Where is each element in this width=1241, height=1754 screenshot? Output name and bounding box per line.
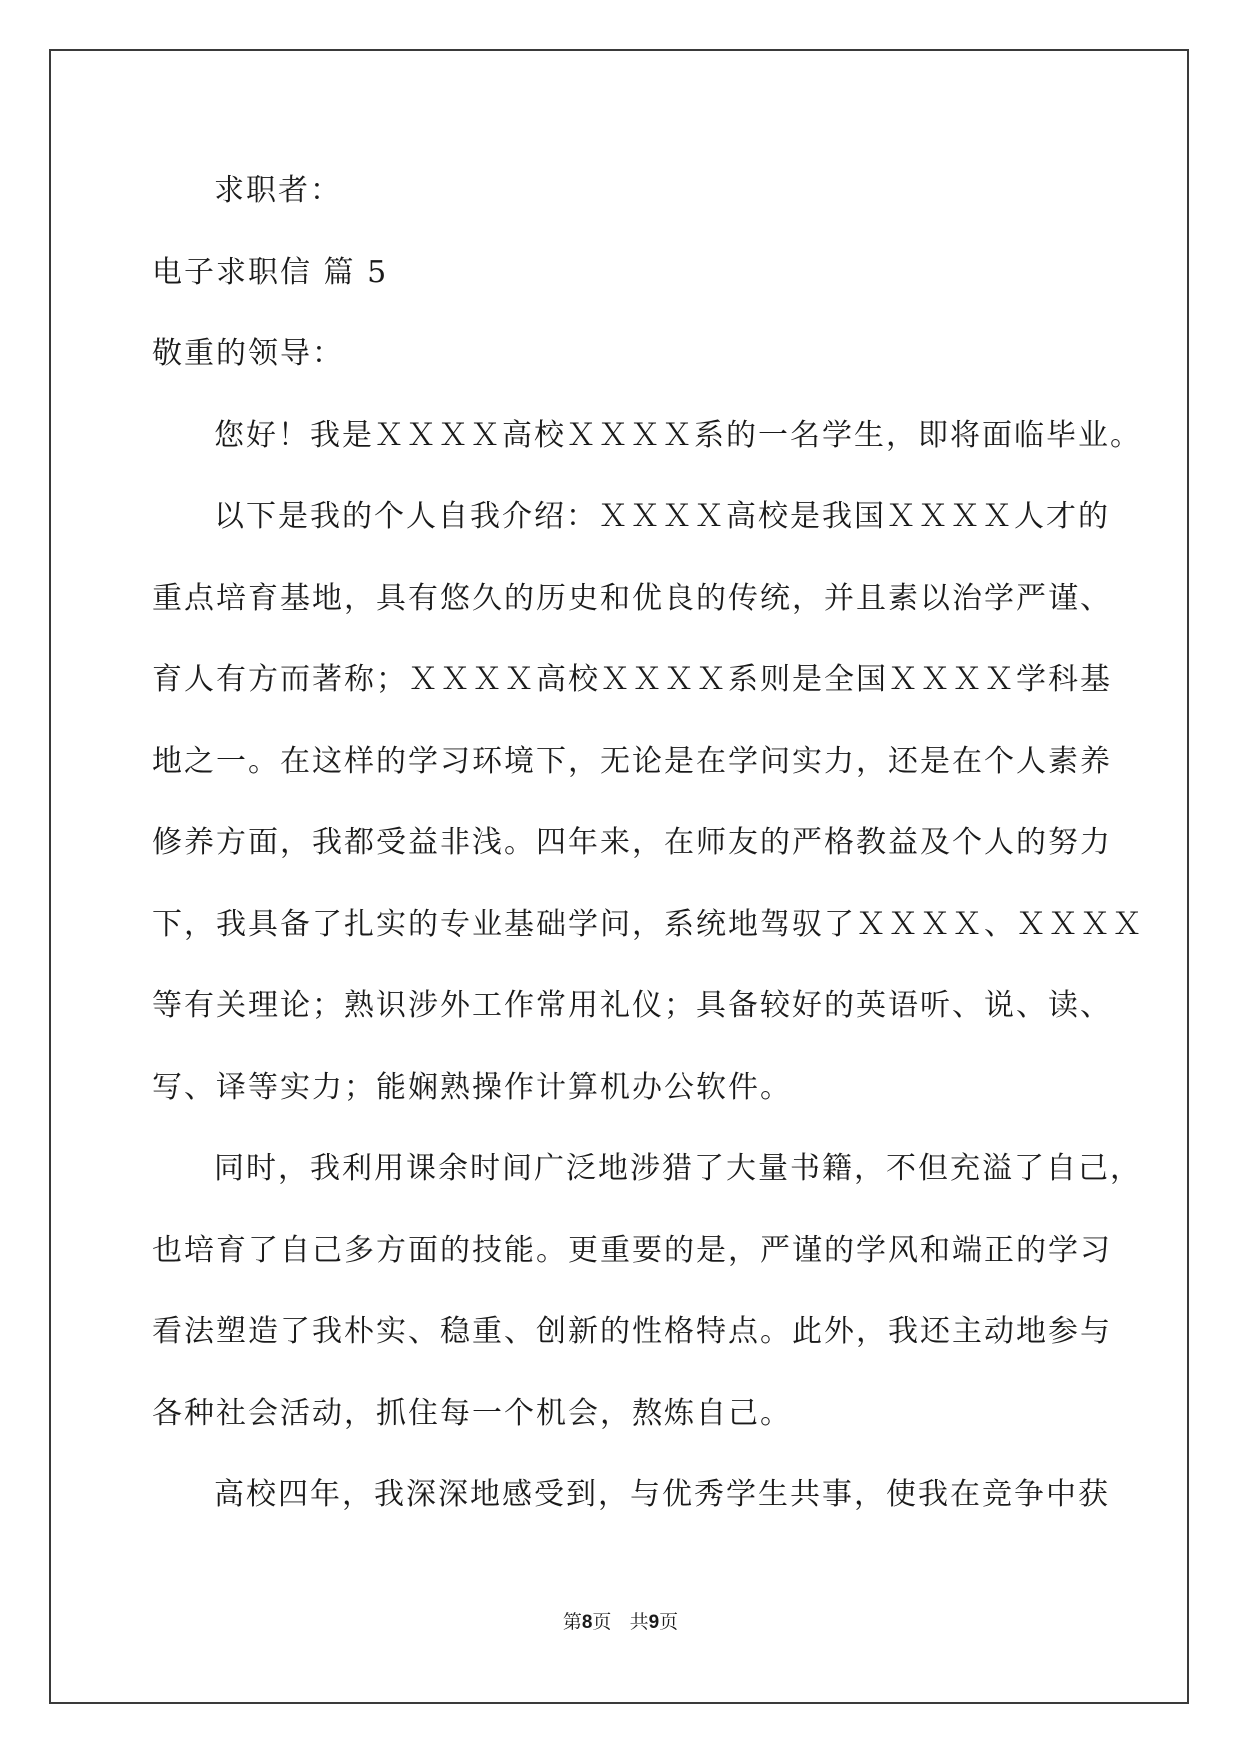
- total-prefix: 共: [629, 1611, 649, 1633]
- paragraph-line: 育人有方而著称；ＸＸＸＸ高校ＸＸＸＸ系则是全国ＸＸＸＸ学科基: [152, 662, 1112, 697]
- paragraph-line: 各种社会活动，抓住每一个机会，熬炼自己。: [152, 1396, 792, 1431]
- paragraph-line: 等有关理论；熟识涉外工作常用礼仪；具备较好的英语听、说、读、: [152, 988, 1112, 1023]
- paragraph-line: 也培育了自己多方面的技能。更重要的是，严谨的学风和端正的学习: [152, 1233, 1112, 1268]
- page-suffix: 页: [592, 1611, 612, 1633]
- total-suffix: 页: [659, 1611, 679, 1633]
- paragraph-line: 下，我具备了扎实的专业基础学问，系统地驾驭了ＸＸＸＸ、ＸＸＸＸ: [152, 907, 1144, 942]
- paragraph-line: 写、译等实力；能娴熟操作计算机办公软件。: [152, 1070, 792, 1105]
- section-heading: 电子求职信 篇 5: [152, 255, 389, 290]
- paragraph-line: 修养方面，我都受益非浅。四年来，在师友的严格教益及个人的努力: [152, 825, 1112, 860]
- page-number: 8: [581, 1612, 593, 1633]
- paragraph-line: 重点培育基地，具有悠久的历史和优良的传统，并且素以治学严谨、: [152, 581, 1112, 616]
- paragraph-line: 以下是我的个人自我介绍：ＸＸＸＸ高校是我国ＸＸＸＸ人才的: [214, 499, 1110, 534]
- paragraph-line: 看法塑造了我朴实、稳重、创新的性格特点。此外，我还主动地参与: [152, 1314, 1112, 1349]
- paragraph-line: 高校四年，我深深地感受到，与优秀学生共事，使我在竞争中获: [214, 1477, 1110, 1512]
- paragraph-line: 地之一。在这样的学习环境下，无论是在学问实力，还是在个人素养: [152, 744, 1112, 779]
- salutation: 敬重的领导：: [152, 336, 344, 371]
- signature-label: 求职者：: [214, 173, 342, 208]
- total-pages: 9: [648, 1612, 660, 1633]
- paragraph-line: 您好！我是ＸＸＸＸ高校ＸＸＸＸ系的一名学生，即将面临毕业。: [214, 418, 1142, 453]
- page-footer: [0, 1610, 1241, 1635]
- page-prefix: 第: [562, 1611, 582, 1633]
- page-border: [49, 49, 1189, 1704]
- paragraph-line: 同时，我利用课余时间广泛地涉猎了大量书籍，不但充溢了自己，: [214, 1151, 1142, 1186]
